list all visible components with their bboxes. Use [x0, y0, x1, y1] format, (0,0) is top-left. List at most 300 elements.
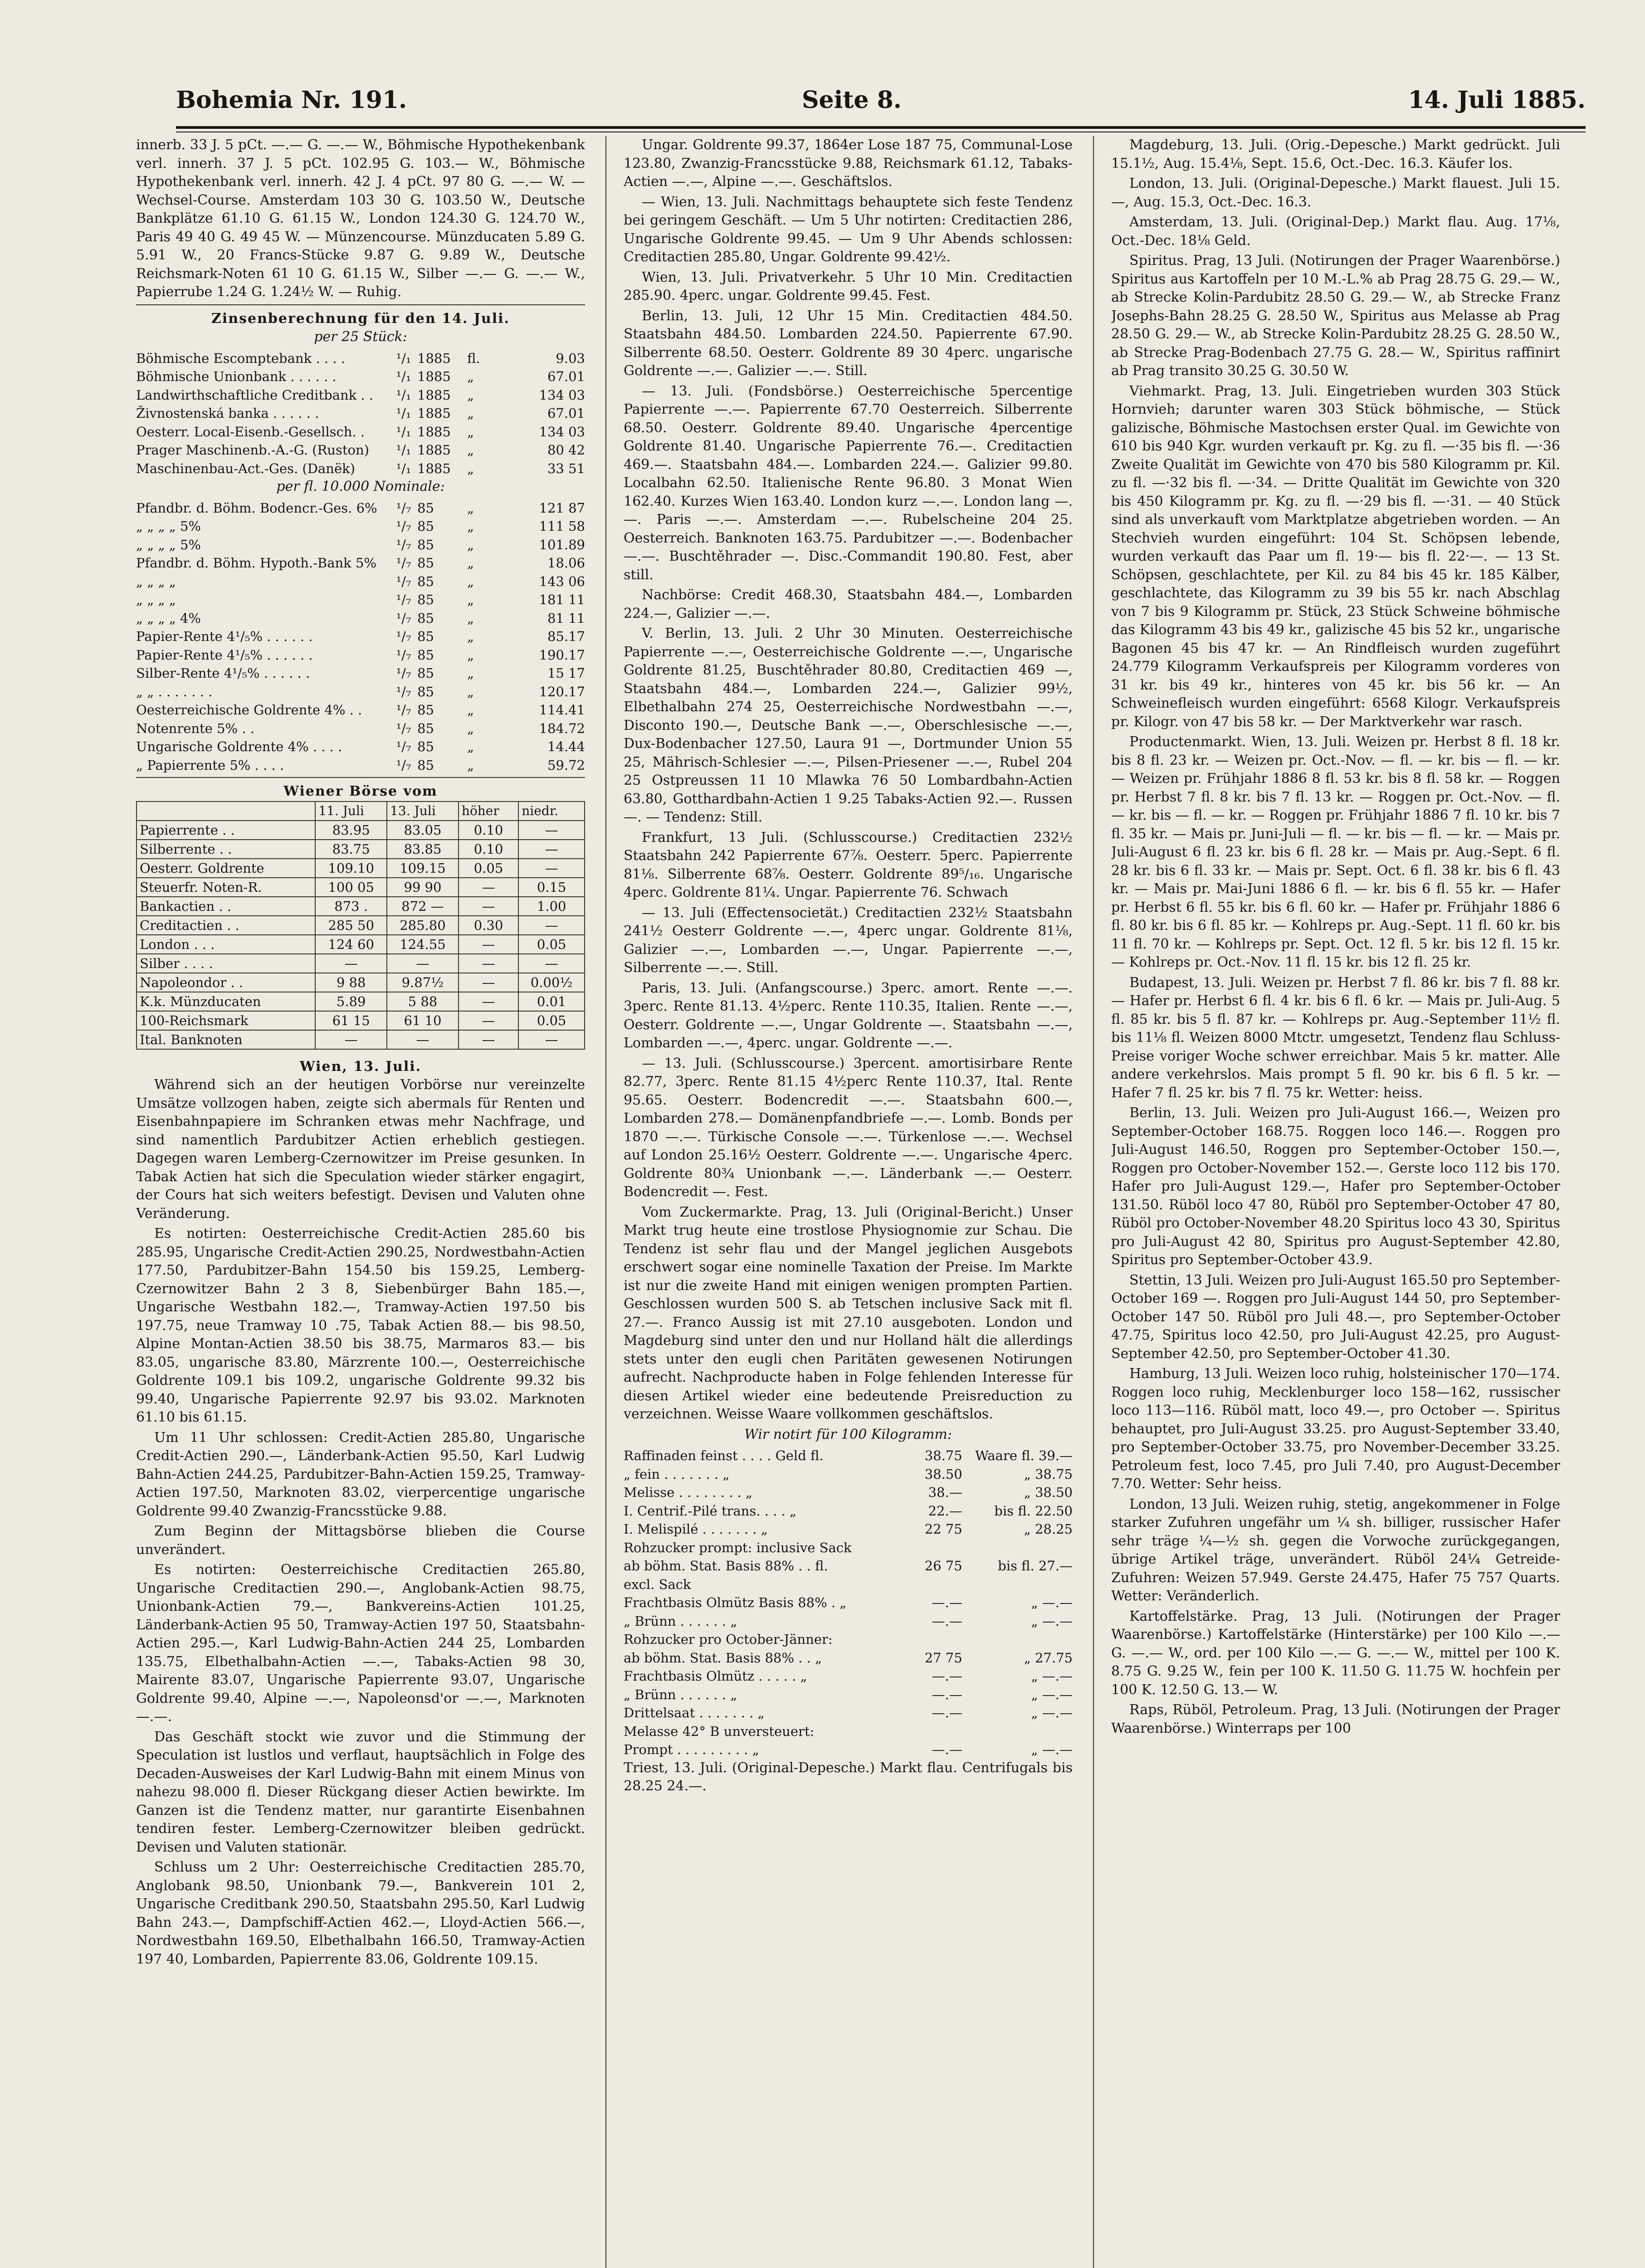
interest-cur: „: [467, 406, 474, 421]
interest-row: [136, 423, 585, 441]
boerse-cell: —: [518, 821, 585, 840]
sugar-value: Waare fl. 39.—: [975, 1448, 1073, 1463]
boerse-row: [137, 1011, 585, 1030]
boerse-cell: 0.10: [459, 840, 518, 859]
sugar-name: Rohzucker prompt: inclusive Sack: [624, 1540, 852, 1555]
boerse-row: [137, 954, 585, 973]
masthead-rule: [176, 126, 1586, 129]
sugar-table: [624, 1447, 1073, 1759]
sugar-value: [890, 1630, 962, 1649]
boerse-cell: —: [459, 1030, 518, 1049]
interest-name: Pfandbr. d. Böhm. Hypoth.-Bank 5%: [136, 555, 376, 571]
boerse-cell: 124.55: [387, 935, 459, 954]
interest-val: 190.17: [539, 647, 585, 663]
wien-paragraph: Es notirten: Oesterreichische Creditactien 265.80, Ungarische Creditactien 290.—, Anglobank-Actien 98.75, Unionbank-Actien 79.—, Bankvereins-Actien 101.25, Länderbank-Actien 95 50, Tramway-Actien 197 50, Staatsbahn-Actien 295.—, Karl Ludwig-Bahn-Actien 244 25, Lombarden 135.75, Elbethalbahn-Actien —.—, Tabaks-Actien 98 30, Mairente 83.07, Ungarische Papierrente 93.07, Ungarische Goldrente 99.40, Alpine —.—, Napoleonsd'or —.—, Marknoten —.—.: [136, 1562, 585, 1725]
sugar-value: [962, 1575, 1073, 1594]
boerse-cell: 100-Reichsmark: [137, 1011, 315, 1030]
interest-row: [136, 499, 585, 518]
interest-val: 184.72: [539, 720, 585, 736]
column-rule: [605, 136, 606, 2268]
interest-frac: ¹/₁: [396, 350, 411, 366]
boerse-header-row: [137, 802, 585, 821]
boerse-cell: 83.85: [387, 840, 459, 859]
wien-paragraph: Es notirten: Oesterreichische Credit-Actien 285.60 bis 285.95, Ungarische Credit-Actien 290.25, Nordwestbahn-Actien 177.50, Pardubitzer-Bahn 154.50 bis 159.25, Lemberg-Czernowitzer Bahn 2 3 8, Siebenbürger Bahn 185.—, Ungarische Westbahn 182.—, Tramway-Actien 197.50 bis 197.75, neue Tramway 10 .75, Tabak Actien 88.— bis 98.50, Alpine Montan-Actien 38.50 bis 38.75, Marmaros 83.— bis 83.05, ungarische 83.80, Märzrente 100.—, Oesterreichische Goldrente 109.1 bis 109.2, ungarische Goldrente 99.32 bis 99.40, Ungarische Papierrente 92.97 bis 93.02. Marknoten 61.10 bis 61.15.: [136, 1226, 585, 1425]
report-paragraph: Frankfurt, 13 Juli. (Schlusscourse.) Creditactien 232½ Staatsbahn 242 Papierrente 67⅞. Oesterr. 5perc. Papierrente 81⅛. Silberrente 68⅞. Oesterr. Goldrente 89⁵/₁₆. Ungarische 4perc. Goldrente 81¼. Ungar. Papierrente 76. Schwach: [624, 829, 1073, 900]
sugar-value: bis fl. 27.—: [998, 1558, 1073, 1574]
interest-row: [136, 386, 585, 405]
report-paragraph: Viehmarkt. Prag, 13. Juli. Eingetrieben wurden 303 Stück Hornvieh; darunter waren 303 Stück böhmische, — Stück galizische, Böhmische Mastochsen erster Qual. im Gewichte von 610 bis 940 Kgr. wurden verkauft pr. Kg. zu fl. —·35 bis fl. —·36 Zweite Qualität im Gewichte von 470 bis 580 Kilogramm pr. Kil. zu fl. —·32 bis fl. —·34. — Dritte Qualität im Gewichte von 320 bis 450 Kilogramm pr. Kg. zu fl. —·29 bis fl. —·31. — 40 Stück sind als unverkauft vom Marktplatze abgetrieben worden. — An Stechvieh wurden eingeführt: 104 St. Schöpsen lebende, wurden verkauft das Paar um fl. 19·— bis fl. 22·—. — 13 St. Schöpsen, geschlachtete, per Kil. zu 84 bis 45 kr. 185 Kälber, geschlachtete, das Kilogramm zu 39 bis 55 kr. nach Abschlag von 7 bis 9 Kilogramm pr. Stück, 23 Stück Schweine böhmische das Kilogramm 43 bis 49 kr., galizische 45 bis 52 kr., ungarische Bagonen 45 bis 47 kr. — An Rindfleisch wurden zugeführt 24.779 Kilogramm Verkaufspreis per Kilogramm vorderes von 31 kr. bis 49 kr., hinteres von 45 kr. bis 56 kr. — An Schweinefleisch wurden eingeführt: 6568 Kilogr. Verkaufspreis pr. Kilogr. von 47 bis 58 kr. — Der Marktverkehr war rasch.: [1111, 383, 1560, 730]
interest-cur: „: [467, 555, 474, 571]
interest-frac: ¹/₇: [396, 555, 411, 571]
interest-subheading-nominal: per fl. 10.000 Nominale:: [276, 479, 445, 494]
boerse-col-header: höher: [459, 802, 518, 821]
boerse-cell: —: [459, 897, 518, 916]
interest-name: Böhmische Escomptebank . . . .: [136, 350, 345, 366]
boerse-cell: 9.87½: [387, 973, 459, 992]
report-paragraph: Wien, 13. Juli. Privatverkehr. 5 Uhr 10 Min. Creditactien 285.90. 4perc. ungar. Goldrente 99.45. Fest.: [624, 269, 1073, 303]
report-paragraph: Berlin, 13. Juli, 12 Uhr 15 Min. Creditactien 484.50. Staatsbahn 484.50. Lombarden 224.50. Papierrente 67.90. Silberrente 68.50. Oesterr. Goldrente 89 30 4perc. ungarische Goldrente —.—. Galizier —.—. Still.: [624, 308, 1073, 379]
sugar-row: [624, 1686, 1073, 1704]
boerse-cell: —: [315, 1030, 387, 1049]
boerse-cell: —: [459, 954, 518, 973]
boerse-cell: 0.01: [518, 992, 585, 1011]
interest-row: [136, 459, 585, 478]
interest-name: Landwirthschaftliche Creditbank . .: [136, 387, 374, 403]
boerse-heading: Wiener Börse vom: [283, 783, 438, 799]
interest-frac: ¹/₇: [396, 500, 411, 516]
interest-row: [136, 404, 585, 423]
sugar-value: 22.—: [928, 1503, 962, 1519]
sugar-value: „ —.—: [1031, 1595, 1073, 1610]
report-paragraph: Spiritus. Prag, 13 Juli. (Notirungen der Prager Waarenbörse.) Spiritus aus Kartoffeln per 10 M.-L.% ab Prag 28.75 G. 29.— W., ab Strecke Kolin-Pardubitz 28.50 G. 29.— W., ab Strecke Franz Josephs-Bahn 28.25 G. 28.50 W., Spiritus aus Melasse ab Prag 28.50 G. 29.— W., ab Strecke Kolin-Pardubitz 28.25 G. 28.50 W., ab Strecke Prag-Bodenbach 27.75 G. 28.— W., Spiritus raffinirt ab Prag transito 30.25 G. 30.50 W.: [1111, 253, 1560, 379]
interest-cur: „: [467, 369, 474, 384]
interest-frac: ¹/₁: [396, 460, 411, 476]
sugar-value: „ —.—: [1031, 1705, 1073, 1721]
interest-frac: ¹/₇: [396, 518, 411, 534]
interest-row: [136, 719, 585, 738]
boerse-cell: London . . .: [137, 935, 315, 954]
interest-name: Maschinenbau-Act.-Ges. (Danëk): [136, 460, 355, 476]
sugar-name: „ fein . . . . . . . „: [624, 1466, 730, 1482]
sugar-row: [624, 1704, 1073, 1722]
report-paragraph: Amsterdam, 13. Juli. (Original-Dep.) Markt flau. Aug. 17⅛, Oct.-Dec. 18⅛ Geld.: [1111, 214, 1560, 249]
sugar-value: [962, 1722, 1073, 1741]
interest-row: [136, 572, 585, 591]
boerse-row: [137, 878, 585, 897]
boerse-cell: 0.15: [518, 878, 585, 897]
interest-cur: „: [467, 500, 474, 516]
sugar-row: [624, 1539, 1073, 1557]
wien-paragraph: Um 11 Uhr schlossen: Credit-Actien 285.80, Ungarische Credit-Actien 290.—, Länderbank-Actien 95.50, Karl Ludwig Bahn-Actien 244.25, Pardubitzer-Bahn-Actien 159.25, Tramway-Actien 197.50, Marknoten 83.02, vierpercentige ungarische Goldrente 99.40 Zwanzig-Francsstücke 9.88.: [136, 1429, 585, 1519]
interest-frac: ¹/₇: [396, 610, 411, 626]
sugar-row: [624, 1465, 1073, 1484]
interest-frac: ¹/₇: [396, 647, 411, 663]
column-2: [624, 136, 1073, 2268]
sugar-name: Melisse . . . . . . . . „: [624, 1485, 753, 1500]
interest-val: 143 06: [539, 573, 585, 589]
commodity-reports: [1111, 136, 1560, 1738]
boerse-cell: 0.30: [459, 916, 518, 935]
boerse-cell: 124 60: [315, 935, 387, 954]
interest-cur: „: [467, 665, 474, 681]
sugar-value: —.—: [932, 1705, 962, 1721]
interest-yr: 1885: [417, 460, 451, 476]
boerse-col-header: niedr.: [518, 802, 585, 821]
market-reports: [624, 136, 1073, 1424]
interest-val: 15 17: [547, 665, 585, 681]
boerse-cell: —: [518, 954, 585, 973]
interest-name: Silber-Rente 4¹/₅% . . . . . .: [136, 665, 310, 681]
boerse-cell: —: [315, 954, 387, 973]
boerse-cell: Steuerfr. Noten-R.: [137, 878, 315, 897]
interest-name: Prager Maschinenb.-A.-G. (Ruston): [136, 442, 369, 458]
interest-yr: 1885: [417, 369, 451, 384]
report-paragraph: Kartoffelstärke. Prag, 13 Juli. (Notirungen der Prager Waarenbörse.) Kartoffelstärke (Hinterstärke) per 100 Kilo —.— G. —.— W., ord. per 100 Kilo —.— G. —.— W., mittel per 100 K. 8.75 G. 9.25 W., fein per 100 K. 11.50 G. 11.75 W. hochfein per 100 K. 12.50 G. 13.— W.: [1111, 1608, 1560, 1698]
interest-cur: „: [467, 518, 474, 534]
sugar-name: ab böhm. Stat. Basis 88% . . „: [624, 1650, 822, 1666]
report-paragraph: Productenmarkt. Wien, 13. Juli. Weizen pr. Herbst 8 fl. 18 kr. bis 8 fl. 23 kr. — Weizen pr. Oct.-Nov. — fl. — kr. bis — fl. — kr. — Weizen pr. Frühjahr 1886 8 fl. 53 kr. bis 8 fl. 58 kr. — Roggen pr. Herbst 7 fl. 8 kr. bis 7 fl. 13 kr. — Roggen pr. Oct.-Nov. — fl. — kr. bis — fl. — kr. — Roggen pr. Frühjahr 1886 7 fl. 10 kr. bis 7 fl. 35 kr. — Mais pr. Juni-Juli — fl. — kr. bis — fl. — kr. — Mais pr. Juli-August 6 fl. 23 kr. bis 6 fl. 28 kr. — Mais pr. Aug.-Sept. 6 fl. 28 kr. bis 6 fl. 33 kr. — Mais pr. Sept. Oct. 6 fl. 38 kr. bis 6 fl. 43 kr. — Mais pr. Mai-Juni 1886 6 fl. — kr. bis 6 fl. 55 kr. — Hafer pr. Herbst 6 fl. 55 kr. bis 6 fl. 60 kr. — Hafer pr. Frühjahr 1886 6 fl. 80 kr. bis 6 fl. 85 kr. — Kohlreps pr. Aug.-Sept. 11 fl. 60 kr. bis 11 fl. 70 kr. — Kohlreps pr. Sept. Oct. 12 fl. 5 kr. bis 12 fl. 15 kr. — Kohlreps pr. Oct.-Nov. 11 fl. 15 kr. bis 12 fl. 25 kr.: [1111, 734, 1560, 970]
interest-frac: ¹/₇: [396, 739, 411, 754]
boerse-cell: —: [459, 973, 518, 992]
boerse-row: [137, 897, 585, 916]
interest-yr: 85: [417, 573, 434, 589]
sugar-row: [624, 1502, 1073, 1520]
interest-val: 14.44: [547, 739, 585, 754]
interest-yr: 1885: [417, 387, 451, 403]
interest-yr: 1885: [417, 406, 451, 421]
sugar-value: [890, 1539, 962, 1557]
sugar-value: bis fl. 22.50: [994, 1503, 1073, 1519]
interest-val: 101.89: [539, 537, 585, 552]
boerse-col-header: 11. Juli: [315, 802, 387, 821]
sugar-name: Drittelsaat . . . . . . . „: [624, 1705, 765, 1721]
interest-name: „ Papierrente 5% . . . .: [136, 757, 284, 773]
interest-val: 120.17: [539, 684, 585, 699]
boerse-cell: 285.80: [387, 916, 459, 935]
interest-yr: 1885: [417, 442, 451, 458]
report-paragraph: Hamburg, 13 Juli. Weizen loco ruhig, holsteinischer 170—174. Roggen loco ruhig, Mecklenburger loco 158—162, russischer loco 113—116. Rüböl matt, loco 49.—, pro October —. Spiritus behauptet, pro Juli-August 33.25. pro August-September 33.40, pro September-October 33.75, pro November-December 33.25. Petroleum fest, loco 7.45, pro Juli 7.40, pro August-December 7.70. Wetter: Sehr heiss.: [1111, 1366, 1560, 1492]
boerse-cell: —: [518, 840, 585, 859]
boerse-row: [137, 973, 585, 992]
interest-val: 114.41: [539, 702, 585, 718]
interest-subheading: per 25 Stück:: [314, 329, 407, 345]
masthead: [176, 82, 1586, 122]
interest-cur: „: [467, 537, 474, 552]
interest-name: Papier-Rente 4¹/₅% . . . . . .: [136, 647, 313, 663]
masthead-left: Bohemia Nr. 191.: [176, 86, 407, 114]
sugar-value: „ 28.25: [1024, 1521, 1073, 1537]
interest-yr: 85: [417, 610, 434, 626]
interest-row: [136, 701, 585, 719]
sugar-value: „ 38.75: [1024, 1466, 1073, 1482]
sugar-name: Frachtbasis Olmütz . . . . . „: [624, 1668, 807, 1684]
interest-table-nominal: [136, 499, 585, 775]
interest-frac: ¹/₁: [396, 406, 411, 421]
interest-name: „ „ „ „: [136, 592, 176, 607]
masthead-date: 14. Juli 1885.: [1408, 86, 1586, 114]
sugar-name: I. Centrif.-Pilé trans. . . . „: [624, 1503, 797, 1519]
boerse-cell: 0.00½: [518, 973, 585, 992]
interest-yr: 85: [417, 500, 434, 516]
interest-yr: 85: [417, 592, 434, 607]
interest-val: 59.72: [547, 757, 585, 773]
boerse-cell: Papierrente . .: [137, 821, 315, 840]
interest-name: Oesterr. Local-Eisenb.-Gesellsch. .: [136, 424, 365, 440]
boerse-cell: 9 88: [315, 973, 387, 992]
interest-yr: 85: [417, 518, 434, 534]
boerse-cell: —: [518, 916, 585, 935]
boerse-cell: 872 —: [387, 897, 459, 916]
report-paragraph: London, 13 Juli. Weizen ruhig, stetig, angekommener in Folge starker Zufuhren ungefähr um ¼ sh. billiger, russischer Hafer sehr träge ¼—½ sh. gegen die Vorwoche zurückgegangen, übrige Artikel träge, unverändert. Rüböl 24¼ Getreide-Zufuhren: Weizen 57.949. Gerste 24.475, Hafer 75 757 Quarts. Wetter: Veränderlich.: [1111, 1496, 1560, 1604]
interest-val: 18.06: [547, 555, 585, 571]
boerse-row: [137, 935, 585, 954]
interest-cur: fl.: [467, 350, 480, 366]
interest-yr: 85: [417, 739, 434, 754]
boerse-cell: —: [518, 859, 585, 878]
boerse-cell: 83.75: [315, 840, 387, 859]
interest-frac: ¹/₇: [396, 573, 411, 589]
boerse-cell: Silber . . . .: [137, 954, 315, 973]
sugar-value: 38.50: [924, 1466, 962, 1482]
interest-row: [136, 646, 585, 665]
interest-row: [136, 627, 585, 646]
report-paragraph: — 13. Juli (Effectensocietät.) Creditactien 232½ Staatsbahn 241½ Oesterr Goldrente —.—, 4perc ungar. Goldrente 81⅛, Galizier —.—, Lombarden —.—, Ungar. Papierrente —.—, Silberrente —.—. Still.: [624, 904, 1073, 976]
interest-cur: „: [467, 610, 474, 626]
triest-report: Triest, 13. Juli. (Original-Depesche.) Markt flau. Centrifugals bis 28.25 24.—.: [624, 1760, 1073, 1794]
interest-yr: 85: [417, 555, 434, 571]
boerse-cell: —: [459, 1011, 518, 1030]
boerse-cell: 0.05: [518, 935, 585, 954]
interest-yr: 85: [417, 647, 434, 663]
report-paragraph: Budapest, 13. Juli. Weizen pr. Herbst 7 fl. 86 kr. bis 7 fl. 88 kr. — Hafer pr. Herbst 6 fl. 4 kr. bis 6 fl. 6 kr. — Mais pr. Juli-Aug. 5 fl. 85 kr. bis 5 fl. 87 kr. — Kohlreps pr. Aug.-September 11½ fl. bis 11⅛ fl. Weizen 8000 Mtctr. umgesetzt, Tendenz flau Schluss-Preise voriger Woche schwer erreichbar. Mais 5 kr. matter. Alle andere verkehrslos. Mais prompt 5 fl. 90 kr. bis 6 fl. 5 kr. — Hafer 7 fl. 25 kr. bis 7 fl. 75 kr. Wetter: heiss.: [1111, 974, 1560, 1101]
interest-yr: 1885: [417, 424, 451, 440]
interest-val: 111 58: [539, 518, 585, 534]
interest-frac: ¹/₇: [396, 702, 411, 718]
sugar-heading: Wir notirt für 100 Kilogramm:: [744, 1426, 952, 1442]
sugar-row: [624, 1447, 1073, 1465]
sugar-value: 22 75: [924, 1521, 962, 1537]
sugar-name: Prompt . . . . . . . . . „: [624, 1742, 759, 1757]
interest-row: [136, 349, 585, 368]
sugar-value: [962, 1630, 1073, 1649]
sugar-value: [890, 1575, 962, 1594]
interest-name: „ „ „ „: [136, 573, 176, 589]
interest-cur: „: [467, 739, 474, 754]
boerse-cell: —: [387, 1030, 459, 1049]
sugar-row: [624, 1740, 1073, 1759]
sugar-row: [624, 1520, 1073, 1539]
boerse-row: [137, 916, 585, 935]
interest-name: Papier-Rente 4¹/₅% . . . . . .: [136, 629, 313, 644]
sugar-name: Raffinaden feinst . . . . Geld fl.: [624, 1448, 824, 1463]
report-paragraph: Nachbörse: Credit 468.30, Staatsbahn 484.—, Lombarden 224.—, Galizier —.—.: [624, 587, 1073, 621]
interest-name: „ „ „ „ 5%: [136, 518, 201, 534]
interest-frac: ¹/₇: [396, 592, 411, 607]
interest-val: 9.03: [556, 350, 585, 366]
interest-yr: 85: [417, 537, 434, 552]
sugar-value: [962, 1539, 1073, 1557]
boerse-row: [137, 992, 585, 1011]
interest-yr: 85: [417, 629, 434, 644]
boerse-cell: Ital. Banknoten: [137, 1030, 315, 1049]
report-paragraph: Ungar. Goldrente 99.37, 1864er Lose 187 75, Communal-Lose 123.80, Zwanzig-Francsstücke 9.88, Reichsmark 61.12, Tabaks-Actien —.—, Alpine —.—. Geschäftslos.: [624, 137, 1073, 190]
sugar-name: ab böhm. Stat. Basis 88% . . fl.: [624, 1558, 828, 1574]
interest-cur: „: [467, 442, 474, 458]
sugar-value: „ —.—: [1031, 1742, 1073, 1757]
report-paragraph: Magdeburg, 13. Juli. (Orig.-Depesche.) Markt gedrückt. Juli 15.1½, Aug. 15.4⅛, Sept. 15.6, Oct.-Dec. 16.3. Käufer los.: [1111, 137, 1560, 171]
interest-val: 67.01: [547, 369, 585, 384]
report-paragraph: London, 13. Juli. (Original-Depesche.) Markt flauest. Juli 15.—, Aug. 15.3, Oct.-Dec. 16.3.: [1111, 176, 1560, 210]
interest-name: Ungarische Goldrente 4% . . . .: [136, 739, 342, 754]
wien-paragraph: Das Geschäft stockt wie zuvor und die Stimmung der Speculation ist lustlos und verflaut, hauptsächlich in Folge des Decaden-Ausweises der Karl Ludwig-Bahn mit einem Minus von nahezu 98.000 fl. Dieser Rückgang dieser Actien bewirkte. Im Ganzen ist die Tendenz matter, nur garantirte Eisenbahnen tendiren fester. Lemberg-Czernowitzer bleiben gedrückt. Devisen und Valuten stationär.: [136, 1729, 585, 1855]
interest-val: 134 03: [539, 424, 585, 440]
boerse-cell: 83.05: [387, 821, 459, 840]
interest-row: [136, 664, 585, 683]
column-3: [1111, 136, 1560, 2268]
interest-cur: „: [467, 460, 474, 476]
boerse-cell: 5 88: [387, 992, 459, 1011]
report-paragraph: Stettin, 13 Juli. Weizen pro Juli-August 165.50 pro September-October 169 —. Roggen pro Juli-August 144 50, pro September-October 147 50. Rüböl pro Juli 48.—, pro September-October 47.75, Spiritus loco 42.50, pro Juli-August 42.25, pro August-September 42.50, pro September-October 41.30.: [1111, 1272, 1560, 1362]
sugar-row: [624, 1649, 1073, 1667]
boerse-cell: 109.15: [387, 859, 459, 878]
sugar-row: [624, 1612, 1073, 1631]
interest-cur: „: [467, 592, 474, 607]
boerse-cell: —: [459, 935, 518, 954]
interest-frac: ¹/₇: [396, 537, 411, 552]
boerse-cell: 1.00: [518, 897, 585, 916]
interest-row: [136, 517, 585, 536]
boerse-cell: —: [518, 1030, 585, 1049]
interest-row: [136, 367, 585, 386]
boerse-cell: —: [459, 992, 518, 1011]
sugar-value: 38.—: [928, 1485, 962, 1500]
interest-val: 33 51: [547, 460, 585, 476]
sugar-value: —.—: [932, 1668, 962, 1684]
boerse-row: [137, 1030, 585, 1049]
interest-yr: 85: [417, 720, 434, 736]
interest-row: [136, 591, 585, 609]
report-paragraph: — 13. Juli. (Fondsbörse.) Oesterreichische 5percentige Papierrente —.—. Papierrente 67.70 Oesterreich. Silberrente 68.50. Oesterr. Goldrente 89.40. Ungarische 4percentige Goldrente 81.40. Ungarische Papierrente 76.—. Creditactien 469.—. Staatsbahn 484.—. Lombarden 224.—. Galizier 99.80. Localbahn 62.50. Italienische Rente 96.80. 3 Monat Wien 162.40. Kurzes Wien 163.40. London kurz —.—. London lang —.—. Paris —.—. Amsterdam —.—. Rubelscheine 204 25. Oesterreich. Banknoten 163.75. Pardubitzer —.—. Bodenbacher —.—. Buschtěhrader —. Disc.-Commandit 190.80. Fest, aber still.: [624, 383, 1073, 583]
sugar-value: 26 75: [924, 1558, 962, 1574]
interest-cur: „: [467, 573, 474, 589]
sugar-value: „ —.—: [1031, 1668, 1073, 1684]
boerse-cell: 285 50: [315, 916, 387, 935]
boerse-cell: Bankactien . .: [137, 897, 315, 916]
report-paragraph: — 13. Juli. (Schlusscourse.) 3percent. amortisirbare Rente 82.77, 3perc. Rente 81.15 4½perc Rente 110.37, Ital. Rente 95.65. Oesterr. Bodencredit —.—. Staatsbahn 600.—, Lombarden 278.— Domänenpfandbriefe —.—. Lomb. Bonds per 1870 —.—. Türkische Console —.—. Türkenlose —.—. Wechsel auf London 25.16½ Oesterr. Goldrente —.—. Ungarische 4perc. Goldrente 80¾ Unionbank —.—. Länderbank —.— Oesterr. Bodencredit —. Fest.: [624, 1055, 1073, 1200]
interest-name: Živnostenská banka . . . . . .: [136, 406, 319, 421]
interest-row: [136, 554, 585, 572]
sugar-row: [624, 1483, 1073, 1502]
interest-val: 121 87: [539, 500, 585, 516]
exchange-intro: innerb. 33 J. 5 pCt. —.— G. —.— W., Böhmische Hypothekenbank verl. innerh. 37 J. 5 pCt. 102.95 G. 103.— W., Böhmische Hypothekenbank verl. innerh. 42 J. 4 pCt. 97 80 G. —.— W. — Wechsel-Course. Amsterdam 103 30 G. 103.50 W., Deutsche Bankplätze 61.10 G. 61.15 W., London 124.30 G. 124.70 W., Paris 49 40 G. 49 45 W. — Münzencourse. Münzducaten 5.89 G. 5.91 W., 20 Francs-Stücke 9.87 G. 9.89 W., Deutsche Reichsmark-Noten 61 10 G. 61.15 W., Silber —.— G. —.— W., Papierrube 1.24 G. 1.24½ W. — Ruhig.: [136, 137, 585, 300]
interest-frac: ¹/₇: [396, 684, 411, 699]
report-paragraph: V. Berlin, 13. Juli. 2 Uhr 30 Minuten. Oesterreichische Papierrente —.—, Oesterreichische Goldrente —.—, Ungarische Goldrente 81.25, Buschtěhrader 80.80, Creditactien 469 —, Staatsbahn 484.—, Lombarden 224.—, Galizier 99½, Elbethalbahn 274 25, Oesterreichische Nordwestbahn —.—, Disconto 190.—, Deutsche Bank —.—, Oberschlesische —.—, Dux-Bodenbacher 127.50, Laura 91 —, Dortmunder Union 55 25, Mährisch-Schlesier —.—, Pilsen-Priesener —.—, Rubel 204 25 Ostpreussen 11 10 Mlawka 76 50 Lombardbahn-Actien 63.80, Gotthardbahn-Actien 1 9.25 Tabaks-Actien 92.—. Russen —. — Tendenz: Still.: [624, 626, 1073, 825]
divider: [136, 777, 585, 778]
interest-val: 181 11: [539, 592, 585, 607]
report-paragraph: Vom Zuckermarkte. Prag, 13. Juli (Original-Bericht.) Unser Markt trug heute eine trostlose Physiognomie zur Schau. Die Tendenz ist sehr flau und der Mangel jeglichen Ausgebots erschwert sogar eine nominelle Taxation der Preise. Im Markte ist nur die zweite Hand mit einigen wenigen prompten Partien. Geschlossen wurden 500 S. ab Tetschen inclusive Sack mit fl. 27.—. Franco Aussig ist mit 27.10 ausgeboten. London und Magdeburg sind unter den und nur Holland hält die allerdings stets unter den eugli chen Paritäten gewesenen Notirungen aufrecht. Nachproducte haben in Folge fehlenden Interesse für diesen Artikel wieder eine bedeutende Preisreduction zu verzeichnen. Weisse Waare vollkommen geschäftslos.: [624, 1204, 1073, 1422]
boerse-cell: K.k. Münzducaten: [137, 992, 315, 1011]
boerse-cell: Oesterr. Goldrente: [137, 859, 315, 878]
report-paragraph: Raps, Rüböl, Petroleum. Prag, 13 Juli. (Notirungen der Prager Waarenbörse.) Winterraps per 100: [1111, 1702, 1560, 1736]
boerse-cell: 99 90: [387, 878, 459, 897]
interest-row: [136, 609, 585, 628]
boerse-col-header: [137, 802, 315, 821]
interest-name: „ „ „ „ 4%: [136, 610, 201, 626]
interest-frac: ¹/₇: [396, 720, 411, 736]
boerse-row: [137, 859, 585, 878]
sugar-value: „ 27.75: [1024, 1650, 1073, 1666]
boerse-cell: Silberrente . .: [137, 840, 315, 859]
interest-val: 134 03: [539, 387, 585, 403]
sugar-row: [624, 1667, 1073, 1686]
sugar-row: [624, 1630, 1073, 1649]
interest-table: [136, 349, 585, 478]
interest-frac: ¹/₁: [396, 369, 411, 384]
boerse-cell: 0.10: [459, 821, 518, 840]
interest-frac: ¹/₁: [396, 387, 411, 403]
boerse-cell: 100 05: [315, 878, 387, 897]
sugar-name: I. Melispilé . . . . . . . „: [624, 1521, 768, 1537]
boerse-cell: Creditactien . .: [137, 916, 315, 935]
wien-paragraph: Zum Beginn der Mittagsbörse blieben die Course unverändert.: [136, 1523, 585, 1558]
sugar-row: [624, 1557, 1073, 1575]
boerse-row: [137, 840, 585, 859]
sugar-name: „ Brünn . . . . . . „: [624, 1613, 737, 1629]
sugar-value: —.—: [932, 1613, 962, 1629]
interest-frac: ¹/₇: [396, 629, 411, 644]
interest-yr: 85: [417, 757, 434, 773]
interest-cur: „: [467, 720, 474, 736]
interest-cur: „: [467, 702, 474, 718]
wien-heading: Wien, 13. Juli.: [299, 1058, 422, 1075]
boerse-cell: 61 15: [315, 1011, 387, 1030]
sugar-row: [624, 1722, 1073, 1741]
sugar-value: 27 75: [924, 1650, 962, 1666]
boerse-cell: 83.95: [315, 821, 387, 840]
interest-frac: ¹/₁: [396, 424, 411, 440]
interest-val: 80 42: [547, 442, 585, 458]
sugar-name: Frachtbasis Olmütz Basis 88% . „: [624, 1595, 847, 1610]
interest-frac: ¹/₇: [396, 757, 411, 773]
sugar-value: [890, 1722, 962, 1741]
column-rule: [1093, 136, 1094, 2268]
interest-cur: „: [467, 424, 474, 440]
boerse-cell: —: [459, 878, 518, 897]
interest-row: [136, 536, 585, 554]
sugar-name: Rohzucker pro October-Jänner:: [624, 1632, 833, 1647]
report-paragraph: Paris, 13. Juli. (Anfangscourse.) 3perc. amort. Rente —.—. 3perc. Rente 81.13. 4½perc. Rente 110.35, Italien. Rente —.—, Oesterr. Goldrente —.—, Ungar Goldrente —. Staatsbahn —.—, Lombarden —.—, 4perc. ungar. Goldrente —.—.: [624, 980, 1073, 1051]
column-1: [136, 136, 585, 2268]
boerse-row: [137, 821, 585, 840]
interest-name: „ „ . . . . . . .: [136, 684, 213, 699]
wien-report: [136, 1076, 585, 1969]
interest-cur: „: [467, 629, 474, 644]
sugar-value: —.—: [932, 1742, 962, 1757]
boerse-cell: 0.05: [518, 1011, 585, 1030]
boerse-col-header: 13. Juli: [387, 802, 459, 821]
report-paragraph: Berlin, 13. Juli. Weizen pro Juli-August 166.—, Weizen pro September-October 168.75. Roggen loco 146.—. Roggen pro Juli-August 146.50, Roggen pro September-October 150.—, Roggen pro October-November 152.—. Gerste loco 112 bis 170. Hafer pro Juli-August 129.—, Hafer pro September-October 131.50. Rüböl loco 47 80, Rüböl pro September-October 47 80, Rüböl pro October-November 48.20 Spiritus loco 43 30, Spiritus pro Juli-August 42 80, Spiritus pro August-September 42.80, Spiritus pro September-October 43.9.: [1111, 1105, 1560, 1268]
interest-yr: 1885: [417, 350, 451, 366]
interest-name: „ „ „ „ 5%: [136, 537, 201, 552]
boerse-table: [136, 801, 585, 1050]
sugar-value: „ —.—: [1031, 1613, 1073, 1629]
report-paragraph: — Wien, 13. Juli. Nachmittags behauptete sich feste Tendenz bei geringem Geschäft. — Um 5 Uhr notirten: Creditactien 286, Ungarische Goldrente 99.45. — Um 9 Uhr Abends schlossen: Creditactien 285.80, Ungar. Goldrente 99.42½.: [624, 194, 1073, 265]
interest-row: [136, 738, 585, 756]
sugar-value: „ —.—: [1031, 1686, 1073, 1702]
sugar-name: Melasse 42° B unversteuert:: [624, 1723, 815, 1739]
sugar-name: „ Brünn . . . . . . „: [624, 1686, 737, 1702]
interest-val: 85.17: [547, 629, 585, 644]
